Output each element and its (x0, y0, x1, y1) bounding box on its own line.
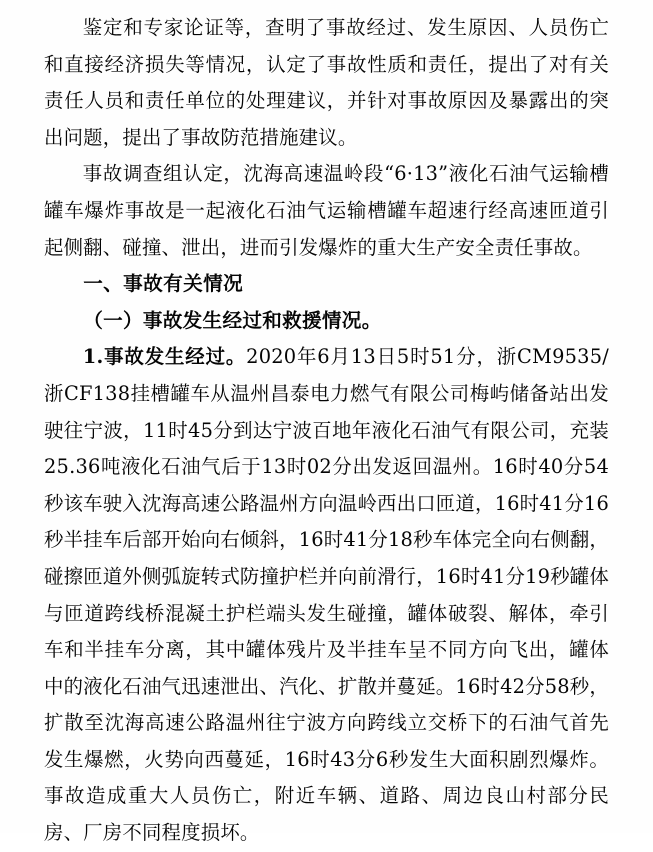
paragraph-lead-label: 1.事故发生经过。 (82, 345, 247, 369)
section-heading-one: 一、事故有关情况 (83, 272, 244, 296)
paragraph-accident-process (44, 339, 609, 851)
paragraph-investigation-finding: 事故调查组认定，沈海高速温岭段“6·13”液化石油气运输槽罐车爆炸事故是一起液化石油气运输槽罐车超速行经高速匝道引起侧翻、碰撞、泄出，进而引发爆炸的重大生产安全责任事故。 (44, 162, 609, 259)
subsection-heading-one-a: （一）事故发生经过和救援情况。 (83, 308, 382, 332)
paragraph-lead-body: 2020年6月13日5时51分，浙CM9535/浙CF138挂槽罐车从温州昌泰电力燃气有限公司梅屿储备站出发驶往宁波，11时45分到达宁波百地年液化石油气有限公司，充装25.36吨液化石油气后于13时02分出发返回温州。16时40分54秒该车驶入沈海高速公路温州方向温岭西出口匝道，16时41分16秒半挂车后部开始向右倾斜，16时41分18秒车体完全向右侧翻，碰擦匝道外侧弧旋转式防撞护栏并向前滑行，16时41分19秒罐体与匝道跨线桥混凝土护栏端头发生碰撞，罐体破裂、解体，牵引车和半挂车分离，其中罐体残片及半挂车呈不同方向飞出，罐体中的液化石油气迅速泄出、汽化、扩散并蔓延。16时42分58秒，扩散至沈海高速公路温州往宁波方向跨线立交桥下的石油气首先发生爆燃，火势向西蔓延，16时43分6秒发生大面积剧烈爆炸。事故造成重大人员伤亡，附近车辆、道路、周边良山村部分民房、厂房不同程度损坏。 (44, 345, 609, 845)
paragraph-continuation: 鉴定和专家论证等，查明了事故经过、发生原因、人员伤亡和直接经济损失等情况，认定了事故性质和责任，提出了对有关责任人员和责任单位的处理建议，并针对事故原因及暴露出的突出问题，提出了事故防范措施建议。 (44, 16, 609, 149)
